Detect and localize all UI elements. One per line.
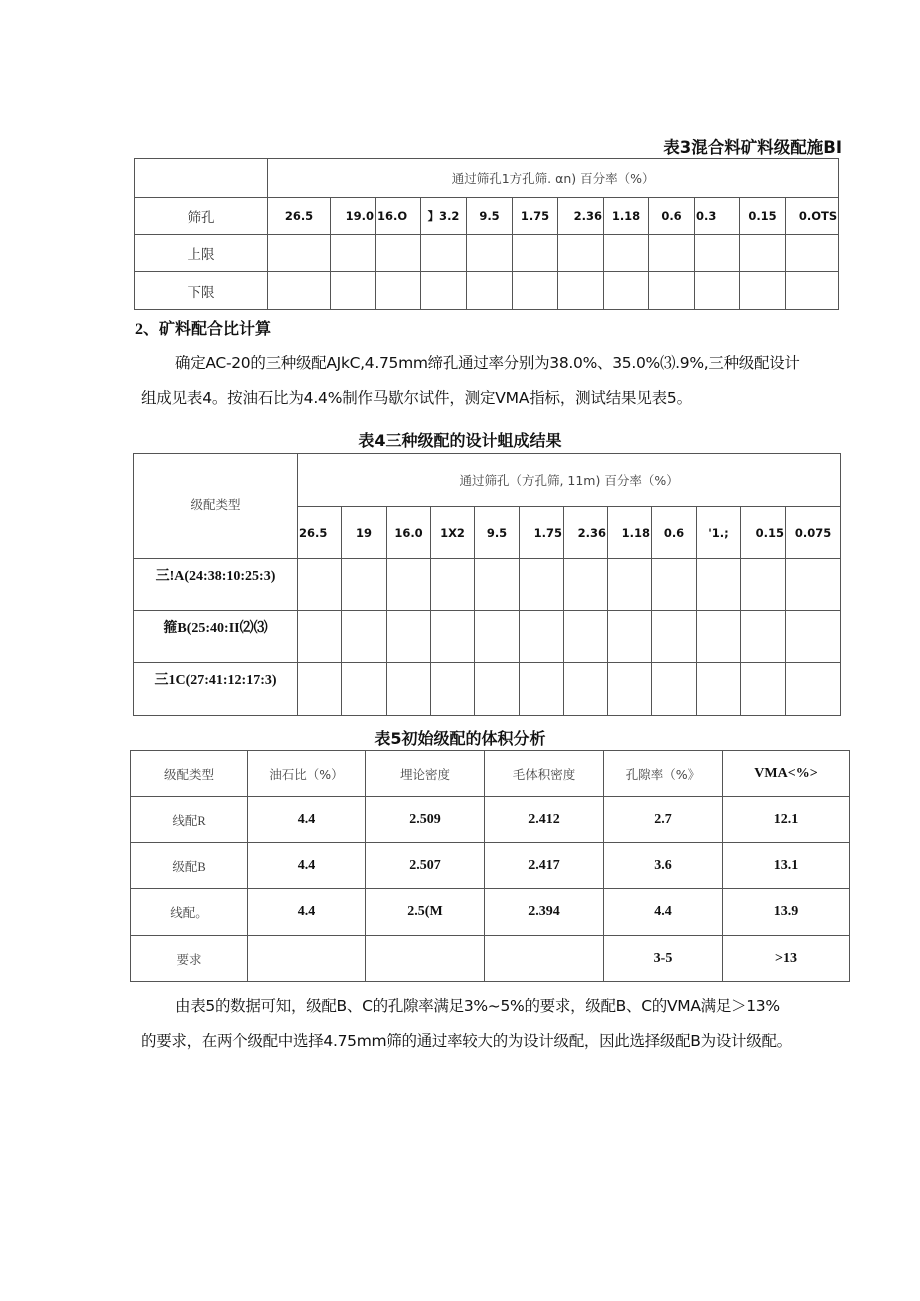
- table5-cell-type: [131, 889, 248, 936]
- table3-sieve: 1.18: [604, 198, 649, 235]
- table4-sieve: '1.;: [697, 507, 741, 559]
- table5-cell: 4.4: [248, 797, 366, 843]
- table4-cell: [697, 663, 741, 716]
- table5-header-void-ratio: 孔隙率（%》: [604, 751, 723, 797]
- table4-cell: [298, 559, 342, 611]
- table4-sieve: 1.18: [608, 507, 652, 559]
- table4-sieve: 0.6: [652, 507, 697, 559]
- section-heading: [135, 316, 271, 339]
- table5-header-bulk-density: 毛体积密度: [485, 751, 604, 797]
- table4-caption: 表4三种级配的设计蛆成结果: [358, 431, 562, 450]
- table5-cell: 4.4: [248, 889, 366, 936]
- table3-corner-cell: [135, 159, 268, 198]
- table4-cell: [298, 663, 342, 716]
- table4-cell: [520, 559, 564, 611]
- table5-cell: 4.4: [248, 843, 366, 889]
- table5-cell-type: 要求: [131, 936, 248, 982]
- table3-header-span: 通过筛孔1方孔筛. αn) 百分率（%）: [268, 159, 839, 198]
- table3-cell: [376, 272, 421, 310]
- table4-cell: [475, 559, 520, 611]
- table4-row-label-a: 三!A(24:38:10:25:3): [134, 559, 298, 611]
- table4-header-span: 通过筛孔（方孔筛, 11m) 百分率（%）: [298, 454, 841, 507]
- table3-sieve: 1.75: [513, 198, 558, 235]
- table5-cell: >13: [723, 936, 850, 982]
- table5-cell: 2.394: [485, 889, 604, 936]
- table5-cell: 2.507: [366, 843, 485, 889]
- table4-cell: [475, 611, 520, 663]
- table5-cell: [366, 936, 485, 982]
- table4-cell: [342, 611, 387, 663]
- table4-cell: [564, 611, 608, 663]
- table3-row-label-sieve: 筛孔: [135, 198, 268, 235]
- table4-cell: [741, 559, 786, 611]
- table4-cell: [298, 611, 342, 663]
- table4-cell: [652, 559, 697, 611]
- section-heading-text: 2、矿料配合比计算: [135, 321, 272, 338]
- table4-cell: [741, 611, 786, 663]
- table3-cell: [376, 235, 421, 272]
- table5-cell: 2.412: [485, 797, 604, 843]
- table3-cell: [513, 235, 558, 272]
- table4-cell: [608, 611, 652, 663]
- table5-header-vma: VMA<%>: [723, 751, 850, 797]
- table3-sieve: 26.5: [268, 198, 331, 235]
- table4-sieve: 0.15: [741, 507, 786, 559]
- table-row: [131, 889, 850, 936]
- table4-cell: [741, 663, 786, 716]
- table5-volume-analysis: [130, 750, 850, 982]
- table4-sieve: 9.5: [475, 507, 520, 559]
- table5-header-asphalt-ratio: 油石比（%）: [248, 751, 366, 797]
- table5-cell: [485, 936, 604, 982]
- type-label: 级配B: [172, 859, 206, 874]
- table5-cell: 2.509: [366, 797, 485, 843]
- table4-cell: [342, 663, 387, 716]
- table3-cell: [786, 272, 839, 310]
- table4-cell: [608, 663, 652, 716]
- table5-cell: 13.1: [723, 843, 850, 889]
- table3-sieve: 0.3: [695, 198, 740, 235]
- table5-cell-type: [131, 797, 248, 843]
- table3-cell: [513, 272, 558, 310]
- table4-sieve: 19: [342, 507, 387, 559]
- table3-cell: [421, 272, 467, 310]
- table4-cell: [786, 611, 841, 663]
- table3-gradation-range: [134, 158, 839, 310]
- table3-cell: [467, 272, 513, 310]
- table5-header-theoretical-density: 埋论密度: [366, 751, 485, 797]
- table5-cell: 2.7: [604, 797, 723, 843]
- table4-design-composition: [133, 453, 841, 716]
- table3-cell: [649, 272, 695, 310]
- table3-sieve: 0.6: [649, 198, 695, 235]
- table4-cell: [387, 559, 431, 611]
- table4-cell: [387, 663, 431, 716]
- table-row: [131, 843, 850, 889]
- table4-sieve: 2.36: [564, 507, 608, 559]
- table3-cell: [649, 235, 695, 272]
- table4-cell: [475, 663, 520, 716]
- table5-cell: 4.4: [604, 889, 723, 936]
- table4-cell: [520, 663, 564, 716]
- table5-cell: 3-5: [604, 936, 723, 982]
- table3-sieve: 0.OTS: [786, 198, 839, 235]
- table4-sieve: 1X2: [431, 507, 475, 559]
- table3-cell: [695, 235, 740, 272]
- table4-cell: [564, 559, 608, 611]
- conclusion-line: 的要求，在两个级配中选择4.75mm筛的通过率较大的为设计级配，因此选择级配B为设计级配。: [141, 1032, 792, 1050]
- table3-row-label-lower: 下限: [135, 272, 268, 310]
- table4-cell: [431, 663, 475, 716]
- table4-cell: [652, 663, 697, 716]
- table4-cell: [697, 559, 741, 611]
- table4-cell: [786, 663, 841, 716]
- table4-sieve: 0.075: [786, 507, 841, 559]
- table3-cell: [268, 272, 331, 310]
- paragraph-line: 组成见表4。按油石比为4.4%制作马歇尔试件，测定VMA指标，测试结果见表5。: [141, 389, 692, 407]
- table4-cell: [786, 559, 841, 611]
- table3-cell: [421, 235, 467, 272]
- table4-cell: [697, 611, 741, 663]
- table3-cell: [558, 272, 604, 310]
- table4-cell: [608, 559, 652, 611]
- paragraph-line: 确定AC-20的三种级配AJkC,4.75mm缔孔通过率分别为38.0%、35.0%⑶.9%,三种级配设计: [175, 354, 800, 372]
- table5-cell: 2.417: [485, 843, 604, 889]
- table3-sieve: 9.5: [467, 198, 513, 235]
- conclusion-line: 由表5的数据可知，级配B、C的孔隙率满足3%~5%的要求，级配B、C的VMA满足＞13%: [175, 997, 780, 1015]
- table3-cell: [331, 272, 376, 310]
- table4-cell: [652, 611, 697, 663]
- table4-sieve: 1.75: [520, 507, 564, 559]
- table4-row-label-b: 箍B(25:40:II⑵⑶: [134, 611, 298, 663]
- table3-cell: [331, 235, 376, 272]
- table4-sieve: 26.5: [298, 507, 342, 559]
- table5-header-type: 级配类型: [131, 751, 248, 797]
- table4-corner-label: 级配类型: [134, 454, 298, 559]
- table-row: [131, 936, 850, 982]
- table-row: [131, 797, 850, 843]
- table3-cell: [268, 235, 331, 272]
- table3-cell: [786, 235, 839, 272]
- table5-caption: 表5初始级配的体积分析: [374, 729, 546, 748]
- table5-cell-type: [131, 843, 248, 889]
- table5-cell: 3.6: [604, 843, 723, 889]
- table5-cell: 12.1: [723, 797, 850, 843]
- table4-cell: [520, 611, 564, 663]
- table4-row-label-c: 三1C(27:41:12:17:3): [134, 663, 298, 716]
- table5-cell: 2.5(M: [366, 889, 485, 936]
- table4-cell: [342, 559, 387, 611]
- table4-cell: [387, 611, 431, 663]
- table3-sieve: 19.0: [331, 198, 376, 235]
- type-label: 线配。: [170, 906, 208, 920]
- table3-cell: [558, 235, 604, 272]
- table3-cell: [604, 272, 649, 310]
- table3-row-label-upper: 上限: [135, 235, 268, 272]
- table3-sieve: 】3.2: [421, 198, 467, 235]
- table3-sieve: 16.O: [376, 198, 421, 235]
- table5-cell: 13.9: [723, 889, 850, 936]
- table3-cell: [740, 272, 786, 310]
- table3-sieve: 2.36: [558, 198, 604, 235]
- table3-cell: [604, 235, 649, 272]
- table4-cell: [431, 559, 475, 611]
- table4-cell: [564, 663, 608, 716]
- table4-cell: [431, 611, 475, 663]
- table3-sieve: 0.15: [740, 198, 786, 235]
- table3-cell: [695, 272, 740, 310]
- table5-cell: [248, 936, 366, 982]
- table3-cell: [467, 235, 513, 272]
- table4-sieve: 16.0: [387, 507, 431, 559]
- table3-caption: 表3混合料矿料级配施BI: [663, 138, 842, 157]
- table3-cell: [740, 235, 786, 272]
- type-label: 线配R: [172, 813, 206, 828]
